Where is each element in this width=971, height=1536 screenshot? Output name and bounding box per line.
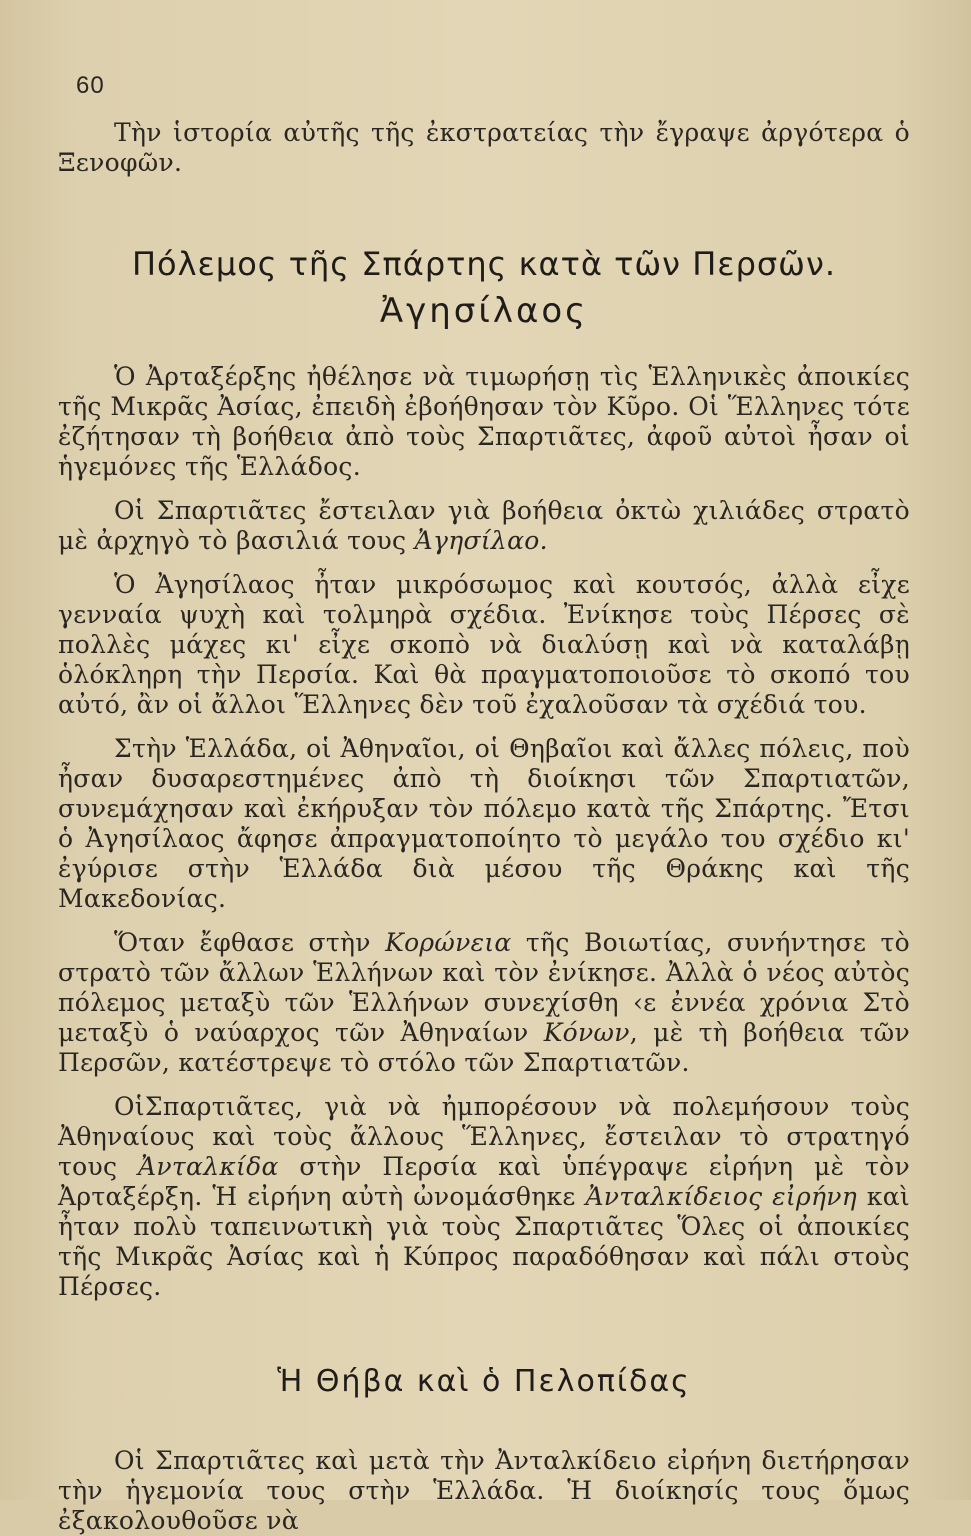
paragraph-text: ΟἱΣπαρτιᾶτες, γιὰ νὰ ἠμπορέσουν νὰ πολεμήσουν τοὺς Ἀθηναίους καὶ τοὺς ἄλλους Ἕλληνες, ἔστειλαν τὸ στρατηγό τους: [58, 1092, 910, 1181]
paragraph-artaxerxes: Ὁ Ἀρταξέρξης ἠθέλησε νὰ τιμωρήσῃ τὶς Ἑλληνικὲς ἀποικίες τῆς Μικρᾶς Ἀσίας, ἐπειδὴ ἐβοήθησαν τὸν Κῦρο. Οἱ Ἕλληνες τότε ἐζήτησαν τὴ βοήθεια ἀπὸ τοὺς Σπαρτιᾶτες, ἀφοῦ αὐτοὶ ἦσαν οἱ ἡγεμόνες τῆς Ἑλλάδος.: [58, 362, 910, 481]
paragraph-text: Οἱ Σπαρτιᾶτες ἔστειλαν γιὰ βοήθεια ὀκτὼ χιλιάδες στρατὸ μὲ ἀρχηγὸ τὸ βασιλιά τους: [58, 496, 910, 555]
italic-name-conon: Κόνων: [543, 1018, 630, 1047]
paragraph-text: στὴν Περσία καὶ ὑπέγραψε εἰρήνη μὲ τὸν Ἀρταξέρξη. Ἡ εἰρήνη αὐτὴ ὠνομάσθηκε: [58, 1152, 911, 1211]
italic-place-coronea: Κορώνεια: [385, 928, 512, 957]
paragraph-text: , μὲ τὴ βοήθεια τῶν Περσῶν, κατέστρεψε τὸ στόλο τῶν Σπαρτιατῶν.: [58, 1018, 910, 1077]
paragraph-spartan-hegemony: Οἱ Σπαρτιᾶτες καὶ μετὰ τὴν Ἀνταλκίδειο εἰρήνη διετήρησαν τὴν ἡγεμονία τους στὴν Ἑλλάδα. Ἡ διοίκησίς τους ὅμως ἐξακολουθοῦσε νὰ: [58, 1446, 910, 1535]
paragraph-text: τῆς Βοιωτίας, συνήντησε τὸ στρατὸ τῶν ἄλλων Ἑλλήνων καὶ τὸν ἐνίκησε. Ἀλλὰ ὁ νέος αὐτὸς πόλεμος μεταξὺ τῶν Ἑλλήνων συνεχίσθη ‹ε ἐννέα χρόνια Στὸ μεταξὺ ὁ ναύαρχος τῶν Ἀθηναίων: [58, 928, 910, 1047]
section-subtitle-agesilaus: Ἀγησίλαος: [379, 291, 589, 331]
italic-name-antalcidas: Ἀνταλκίδα: [138, 1152, 279, 1181]
paragraph-antalcidas: [58, 1092, 910, 1302]
paragraph-agesilaus-character: Ὁ Ἀγησίλαος ἦταν μικρόσωμος καὶ κουτσός, ἀλλὰ εἶχε γενναία ψυχὴ καὶ τολμηρὰ σχέδια. Ἐνίκησε τοὺς Πέρσες σὲ πολλὲς μάχες κι' εἶχε σκοπὸ νὰ διαλύσῃ καὶ νὰ καταλάβῃ ὁλόκληρη τὴν Περσία. Καὶ θὰ πραγματοποιοῦσε τὸ σκοπό του αὐτό, ἂν οἱ ἄλλοι Ἕλληνες δὲν τοῦ ἐχαλοῦσαν τὰ σχέδιά του.: [58, 570, 910, 719]
section-title-thebes-pelopidas: Ἡ Θήβα καὶ ὁ Πελοπίδας: [277, 1364, 691, 1399]
page-content: [58, 118, 910, 1536]
italic-name-agesilaus: Ἀγησίλαο.: [414, 526, 548, 555]
paragraph-coronea: [58, 928, 910, 1078]
paragraph-text: καὶ ἦταν πολὺ ταπεινωτικὴ γιὰ τοὺς Σπαρτιᾶτες Ὅλες οἱ ἀποικίες τῆς Μικρᾶς Ἀσίας καὶ ἡ Κύπρος παραδόθησαν καὶ πάλι στοὺς Πέρσες.: [58, 1182, 910, 1301]
page-number: 60: [76, 72, 105, 99]
paragraph-greek-alliance: Στὴν Ἑλλάδα, οἱ Ἀθηναῖοι, οἱ Θηβαῖοι καὶ ἄλλες πόλεις, ποὺ ἦσαν δυσαρεστημένες ἀπὸ τὴ διοίκησι τῶν Σπαρτιατῶν, συνεμάχησαν καὶ ἐκήρυξαν τὸν πόλεμο κατὰ τῆς Σπάρτης. Ἔτσι ὁ Ἀγησίλαος ἄφησε ἀπραγματοποίητο τὸ μεγάλο του σχέδιο κι' ἐγύρισε στὴν Ἑλλάδα διὰ μέσου τῆς Θράκης καὶ τῆς Μακεδονίας.: [58, 734, 910, 913]
intro-paragraph: Τὴν ἱστορία αὐτῆς τῆς ἐκστρατείας τὴν ἔγραψε ἀργότερα ὁ Ξενοφῶν.: [58, 118, 910, 177]
italic-peace-of-antalcidas: Ἀνταλκίδειος εἰρήνη: [585, 1182, 857, 1211]
section-title-sparta-vs-persians: Πόλεμος τῆς Σπάρτης κατὰ τῶν Περσῶν.: [131, 245, 837, 283]
paragraph-text: Ὅταν ἔφθασε στὴν: [114, 928, 386, 957]
paragraph-spartans-aid: [58, 496, 910, 556]
